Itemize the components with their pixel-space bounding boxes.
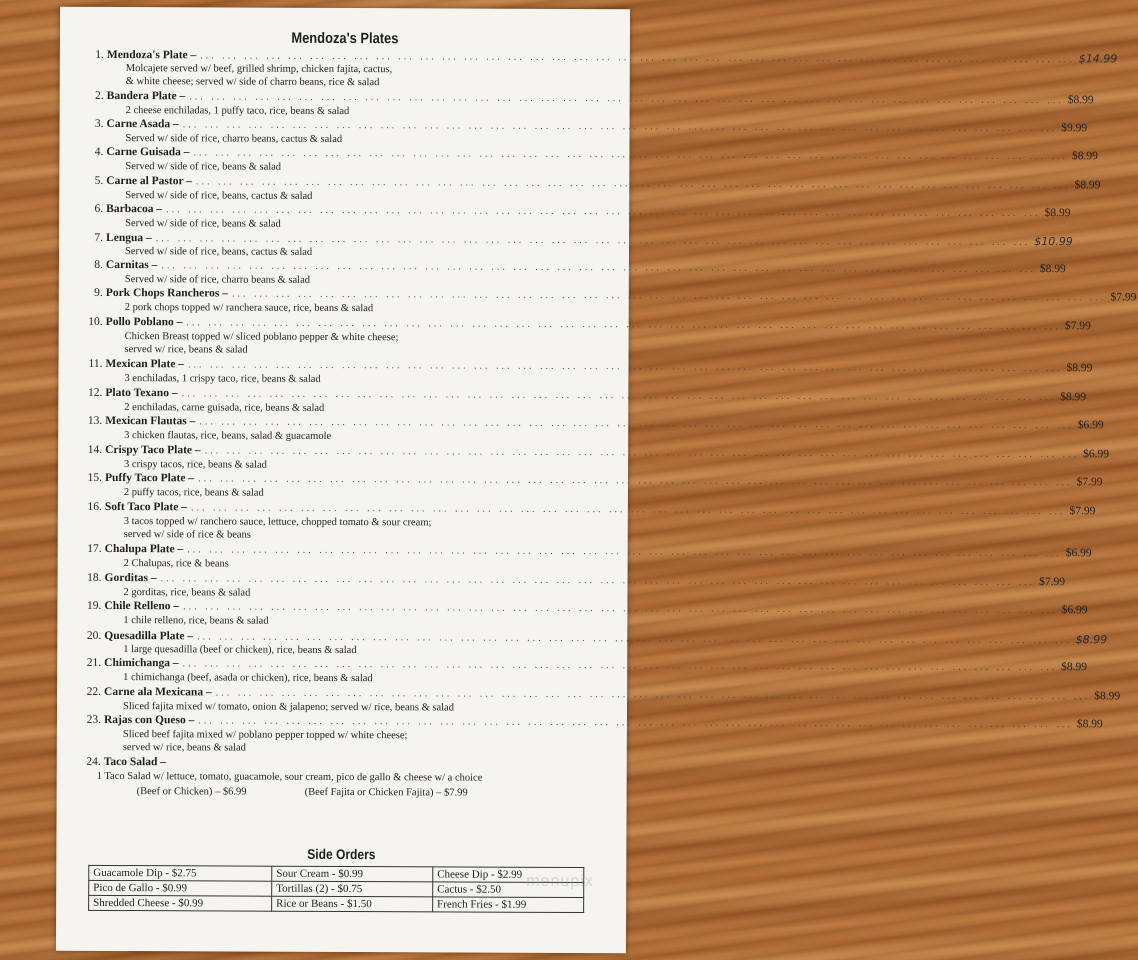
menu-item-heading [60, 89, 1094, 107]
menu-item-heading [59, 174, 1101, 192]
dot-leader: ... ... ... ... ... ... ... ... ... ... ... ... ... ... ... ... ... ... ... ... ... ... ... ... ... ... ... ... ... ... ... ... ... ... ... ... ... ... ... ... [200, 50, 1075, 66]
menu-item-description: served w/ rice, beans & salad [122, 742, 246, 754]
menu-item-name: Puffy Taco Plate – [104, 471, 195, 485]
menu-item [59, 315, 1091, 358]
menu-item-description: Sliced fajita mixed w/ tomato, onion & jalapeno; served w/ rice, beans & salad [122, 701, 454, 714]
menu-item-number: 10. [88, 315, 103, 328]
menu-item-number: 4. [94, 145, 104, 158]
menu-item-name: Plato Texano – [105, 386, 178, 400]
side-order-cell: Rice or Beans - $1.50 [272, 896, 433, 912]
menu-item-description: Sliced beef fajita mixed w/ poblano pepper topped w/ white cheese; [122, 729, 408, 742]
side-order-cell: Sour Cream - $0.99 [272, 866, 433, 882]
menu-item-name: Chile Relleno – [104, 599, 180, 613]
menu-item [59, 117, 1088, 147]
menu-item-name: Gorditas – [104, 571, 157, 585]
menu-item-price: $14.99 [1078, 52, 1118, 66]
menu-item-description: & white cheese; served w/ side of charro beans, rice & salad [125, 76, 380, 89]
menu-item-number: 17. [87, 542, 102, 555]
menu-item-number: 6. [94, 202, 104, 215]
menu-item-number: 5. [94, 174, 104, 187]
menu-item-heading [59, 258, 1066, 276]
menu-item-name: Carne ala Mexicana – [104, 685, 212, 699]
menu-item-description: 3 enchiladas, 1 crispy taco, rice, beans & salad [124, 373, 321, 385]
menu-item-price: $7.99 [1039, 576, 1066, 589]
menu-item-name: Crispy Taco Plate – [105, 443, 201, 457]
menu-item-description: 1 chile relleno, rice, beans & salad [123, 615, 269, 627]
menu-item-name: Bandera Plate – [106, 89, 186, 103]
menu-item-description: 1 large quesadilla (beef or chicken), rice, beans & salad [123, 644, 357, 657]
menu-item-name: Barbacoa – [106, 202, 163, 216]
menu-item-name: Carne Guisada – [106, 145, 190, 159]
menu-item-price: $6.99 [1083, 448, 1110, 461]
menu-item [59, 230, 1073, 260]
menu-item-description: 2 Chalupas, rice & beans [123, 558, 229, 570]
dot-leader: ... ... ... ... ... ... ... ... ... ... ... ... ... ... ... ... ... ... ... ... ... ... ... ... ... ... ... ... ... ... ... ... ... ... ... ... ... ... ... ... [187, 544, 1062, 560]
menu-item-price: $8.99 [1075, 633, 1108, 647]
menu-item-heading [58, 542, 1092, 560]
menu-item-heading [59, 202, 1071, 220]
menu-item [60, 89, 1094, 119]
menu-item [57, 755, 627, 799]
menu-item-heading [57, 685, 1121, 703]
menu-item-heading [57, 599, 1088, 617]
menu-item-price: $8.99 [1060, 391, 1086, 404]
menu-item-description: 2 enchiladas, carne guisada, rice, beans & salad [124, 402, 325, 414]
menu-item-heading [60, 117, 1088, 135]
dot-leader: ... ... ... ... ... ... ... ... ... ... ... ... ... ... ... ... ... ... ... ... ... ... ... ... ... ... ... ... ... ... ... ... ... ... ... ... ... ... ... ... [199, 416, 1074, 432]
menu-item-description: 2 gorditas, rice, beans & salad [123, 587, 251, 599]
menu-item-name: Lengua – [106, 231, 152, 245]
menu-item-number: 18. [87, 571, 102, 584]
dot-leader: ... ... ... ... ... ... ... ... ... ... ... ... ... ... ... ... ... ... ... ... ... ... ... ... ... ... ... ... ... ... ... ... ... ... ... ... ... ... ... ... [161, 260, 1036, 276]
menu-item-heading [57, 656, 1088, 674]
menu-item-description: Served w/ side of rice, charro beans, cactus & salad [125, 133, 343, 145]
menu-item-name: Pork Chops Rancheros – [105, 286, 228, 300]
menu-item-name: Carne al Pastor – [106, 174, 193, 188]
menu-item [58, 500, 1096, 543]
side-orders-row [89, 895, 584, 912]
menu-item [57, 571, 1066, 601]
menu-item [57, 685, 1121, 715]
menu-item-price: $6.99 [1065, 547, 1092, 560]
side-orders-row [89, 865, 584, 882]
menu-item-heading [58, 471, 1103, 489]
menu-item-name: Quesadilla Plate – [104, 629, 194, 643]
menu-item-name: Soft Taco Plate – [104, 500, 188, 514]
menu-item-number: 3. [94, 117, 104, 130]
menu-item-description: 2 puffy tacos, rice, beans & salad [123, 487, 264, 499]
menu-item-description: Served w/ side of rice, beans & salad [125, 161, 282, 173]
menu-item-description: Served w/ side of rice, charro beans & salad [124, 274, 311, 286]
menu-item-heading [57, 755, 627, 772]
menu-item-name: Mendoza's Plate – [106, 48, 197, 62]
menu-item-price: $7.99 [1110, 291, 1137, 304]
menu-item-number: 11. [88, 357, 103, 370]
menu-item-heading [59, 230, 1073, 249]
menu-item-description: served w/ side of rice & beans [123, 529, 251, 541]
menu-item-description: 3 tacos topped w/ ranchero sauce, lettuce, chopped tomato & sour cream; [123, 516, 432, 529]
dot-leader: ... ... ... ... ... ... ... ... ... ... ... ... ... ... ... ... ... ... ... ... ... ... ... ... ... ... ... ... ... ... ... ... ... ... ... ... ... ... ... ... [183, 601, 1058, 617]
side-order-cell: French Fries - $1.99 [433, 897, 584, 913]
side-order-cell: Pico de Gallo - $0.99 [89, 880, 272, 896]
menu-item-description: served w/ rice, beans & salad [124, 344, 248, 356]
menu-item [58, 471, 1103, 501]
side-order-cell: Cactus - $2.50 [433, 882, 584, 898]
menu-item [58, 386, 1086, 416]
menu-item-price: $9.99 [1061, 122, 1088, 135]
dot-leader: ... ... ... ... ... ... ... ... ... ... ... ... ... ... ... ... ... ... ... ... ... ... ... ... ... ... ... ... ... ... ... ... ... ... ... ... ... ... ... ... [182, 119, 1058, 135]
menu-item-price: $8.99 [1061, 661, 1088, 674]
dot-leader: ... ... ... ... ... ... ... ... ... ... ... ... ... ... ... ... ... ... ... ... ... ... ... ... ... ... ... ... ... ... ... ... ... ... ... ... ... ... ... ... [182, 658, 1058, 674]
dot-leader: ... ... ... ... ... ... ... ... ... ... ... ... ... ... ... ... ... ... ... ... ... ... ... ... ... ... ... ... ... ... ... ... ... ... ... ... ... ... ... ... [190, 502, 1066, 518]
menu-item-description: 2 pork chops topped w/ ranchera sauce, rice, beans & salad [124, 302, 374, 315]
menu-item-heading [58, 357, 1093, 375]
menu-item-heading [58, 386, 1086, 404]
menu-item-description: Molcajete served w/ beef, grilled shrimp, chicken fajita, cactus, [125, 63, 393, 76]
menu-item [58, 443, 1110, 473]
menu-item [59, 286, 1137, 316]
dot-leader: ... ... ... ... ... ... ... ... ... ... ... ... ... ... ... ... ... ... ... ... ... ... ... ... ... ... ... ... ... ... ... ... ... ... ... ... ... ... ... ... [231, 288, 1107, 304]
menu-item-number: 8. [94, 258, 103, 271]
menu-item-name: Carne Asada – [106, 117, 179, 131]
menu-item-price: $7.99 [1064, 320, 1091, 333]
menu-item-description: 1 chimichanga (beef, asada or chicken), rice, beans & salad [123, 672, 373, 685]
menu-item-price: $6.99 [1077, 419, 1104, 432]
menu-item-heading [57, 713, 1103, 731]
dot-leader: ... ... ... ... ... ... ... ... ... ... ... ... ... ... ... ... ... ... ... ... ... ... ... ... ... ... ... ... ... ... ... ... ... ... ... ... ... ... ... ... [204, 445, 1080, 461]
menu-item-option: (Beef or Chicken) – $6.99 [136, 786, 247, 798]
side-order-cell: Shredded Cheese - $0.99 [89, 895, 272, 911]
dot-leader: ... ... ... ... ... ... ... ... ... ... ... ... ... ... ... ... ... ... ... ... ... ... ... ... ... ... ... ... ... ... ... ... ... ... ... ... ... ... ... ... [186, 317, 1061, 333]
menu-item-number: 21. [86, 656, 102, 669]
menu-item-number: 12. [87, 386, 103, 399]
menu-item-name: Mexican Plate – [105, 357, 185, 371]
menu-item-heading [58, 500, 1096, 518]
menu-item-name: Rajas con Queso – [103, 713, 195, 727]
menu-item [57, 656, 1088, 686]
menu-item-number: 7. [94, 231, 104, 244]
menu-item-description: Served w/ side of rice, beans, cactus & salad [125, 190, 313, 202]
menu-item-price: $8.99 [1066, 362, 1093, 375]
side-order-cell: Cheese Dip - $2.99 [433, 867, 584, 883]
menu-item [59, 258, 1066, 288]
menu-item-number: 9. [94, 286, 103, 299]
side-order-cell: Guacamole Dip - $2.75 [89, 865, 272, 881]
menu-item-number: 13. [87, 414, 103, 427]
menu-item-price: $8.99 [1071, 150, 1098, 163]
side-order-cell: Tortillas (2) - $0.75 [272, 881, 433, 897]
menu-item-number: 1. [95, 48, 104, 61]
dot-leader: ... ... ... ... ... ... ... ... ... ... ... ... ... ... ... ... ... ... ... ... ... ... ... ... ... ... ... ... ... ... ... ... ... ... ... ... ... ... ... ... [197, 631, 1072, 647]
menu-item-description: 3 crispy tacos, rice, beans & salad [124, 459, 267, 471]
menu-item-price: $7.99 [1069, 505, 1096, 518]
menu-item-option: (Beef Fajita or Chicken Fajita) – $7.99 [304, 786, 468, 799]
menu-item-options [57, 785, 627, 799]
menu-item-price: $8.99 [1094, 690, 1121, 703]
menu-item-description: Chicken Breast topped w/ sliced poblano pepper & white cheese; [124, 331, 399, 344]
menu-item-price: $8.99 [1067, 94, 1094, 107]
menu-item-heading [57, 628, 1108, 647]
menu-item-description: 2 cheese enchiladas, 1 puffy taco, rice, beans & salad [125, 105, 350, 118]
menu-item [59, 145, 1098, 175]
menu-item-name: Pollo Poblano – [105, 315, 183, 329]
menu-item-name: Taco Salad – [103, 755, 167, 769]
menu-item [59, 174, 1101, 204]
dot-leader: ... ... ... ... ... ... ... ... ... ... ... ... ... ... ... ... ... ... ... ... ... ... ... ... ... ... ... ... ... ... ... ... ... ... ... ... ... ... ... ... [215, 687, 1091, 703]
menu-item-number: 20. [86, 629, 102, 642]
menu-item-number: 23. [86, 713, 101, 726]
menu-item-price: $6.99 [1061, 604, 1088, 617]
menu-item-name: Carnitas – [105, 258, 158, 272]
menu-item-description: 1 Taco Salad w/ lettuce, tomato, guacamole, sour cream, pico de gallo & cheese w/ a choice [96, 770, 483, 784]
menu-item-price: $8.99 [1076, 718, 1103, 731]
dot-leader: ... ... ... ... ... ... ... ... ... ... ... ... ... ... ... ... ... ... ... ... ... ... ... ... ... ... ... ... ... ... ... ... ... ... ... ... ... ... ... ... [155, 233, 1031, 248]
side-orders-row [89, 880, 584, 897]
menu-item [57, 628, 1108, 658]
menu-page [56, 7, 1137, 953]
menu-item [60, 47, 1118, 90]
menu-item-heading [60, 47, 1118, 66]
dot-leader: ... ... ... ... ... ... ... ... ... ... ... ... ... ... ... ... ... ... ... ... ... ... ... ... ... ... ... ... ... ... ... ... ... ... ... ... ... ... ... ... [188, 359, 1063, 375]
dot-leader: ... ... ... ... ... ... ... ... ... ... ... ... ... ... ... ... ... ... ... ... ... ... ... ... ... ... ... ... ... ... ... ... ... ... ... ... ... ... ... ... [189, 91, 1064, 107]
menu-item [58, 542, 1092, 572]
menu-item-number: 14. [87, 443, 103, 456]
menu-item-number: 15. [87, 471, 103, 484]
menu-item-heading [59, 286, 1137, 304]
menu-item-price: $8.99 [1039, 263, 1066, 276]
menu-item-number: 19. [87, 599, 102, 612]
watermark: menupix [526, 872, 594, 891]
menu-item-name: Mexican Flautas – [105, 414, 196, 428]
menu-item-price: $10.99 [1034, 235, 1073, 249]
menu-item-heading [58, 414, 1104, 432]
menu-item-heading [59, 145, 1098, 163]
side-orders-title: Side Orders [307, 845, 376, 863]
menu-item-number: 16. [87, 500, 102, 513]
menu-item-number: 24. [86, 755, 101, 768]
menu-item-description: 3 chicken flautas, rice, beans, salad & guacamole [124, 430, 332, 442]
menu-item-heading [58, 571, 1066, 589]
dot-leader: ... ... ... ... ... ... ... ... ... ... ... ... ... ... ... ... ... ... ... ... ... ... ... ... ... ... ... ... ... ... ... ... ... ... ... ... ... ... ... ... [193, 147, 1069, 163]
menu-item-description: Served w/ side of rice, beans, cactus & salad [124, 246, 313, 258]
menu-item [57, 599, 1088, 629]
menu-item-heading [58, 443, 1110, 461]
menu-item-number: 2. [95, 89, 104, 102]
dot-leader: ... ... ... ... ... ... ... ... ... ... ... ... ... ... ... ... ... ... ... ... ... ... ... ... ... ... ... ... ... ... ... ... ... ... ... ... ... ... ... ... [195, 176, 1071, 192]
menu-item-name: Chimichanga – [104, 656, 179, 670]
dot-leader: ... ... ... ... ... ... ... ... ... ... ... ... ... ... ... ... ... ... ... ... ... ... ... ... ... ... ... ... ... ... ... ... ... ... ... ... ... ... ... ... [198, 473, 1073, 489]
menu-item-price: $8.99 [1074, 179, 1101, 192]
menu-item-price: $7.99 [1076, 476, 1103, 489]
menu-item [58, 414, 1104, 444]
dot-leader: ... ... ... ... ... ... ... ... ... ... ... ... ... ... ... ... ... ... ... ... ... ... ... ... ... ... ... ... ... ... ... ... ... ... ... ... ... ... ... ... [166, 204, 1041, 220]
menu-item-name: Chalupa Plate – [104, 542, 184, 556]
menu-item-price: $8.99 [1044, 207, 1071, 220]
menu-item-heading [59, 315, 1091, 333]
menu-item [59, 202, 1071, 232]
menu-item-description: Served w/ side of rice, beans & salad [125, 218, 281, 230]
dot-leader: ... ... ... ... ... ... ... ... ... ... ... ... ... ... ... ... ... ... ... ... ... ... ... ... ... ... ... ... ... ... ... ... ... ... ... ... ... ... ... ... [198, 715, 1073, 731]
side-orders-table [88, 865, 584, 913]
dot-leader: ... ... ... ... ... ... ... ... ... ... ... ... ... ... ... ... ... ... ... ... ... ... ... ... ... ... ... ... ... ... ... ... ... ... ... ... ... ... ... ... [160, 573, 1036, 589]
dot-leader: ... ... ... ... ... ... ... ... ... ... ... ... ... ... ... ... ... ... ... ... ... ... ... ... ... ... ... ... ... ... ... ... ... ... ... ... ... ... ... ... [181, 388, 1057, 404]
menu-item [58, 357, 1093, 387]
menu-title: Mendoza's Plates [291, 29, 399, 48]
menu-item-number: 22. [86, 685, 102, 698]
menu-item [57, 713, 1103, 756]
